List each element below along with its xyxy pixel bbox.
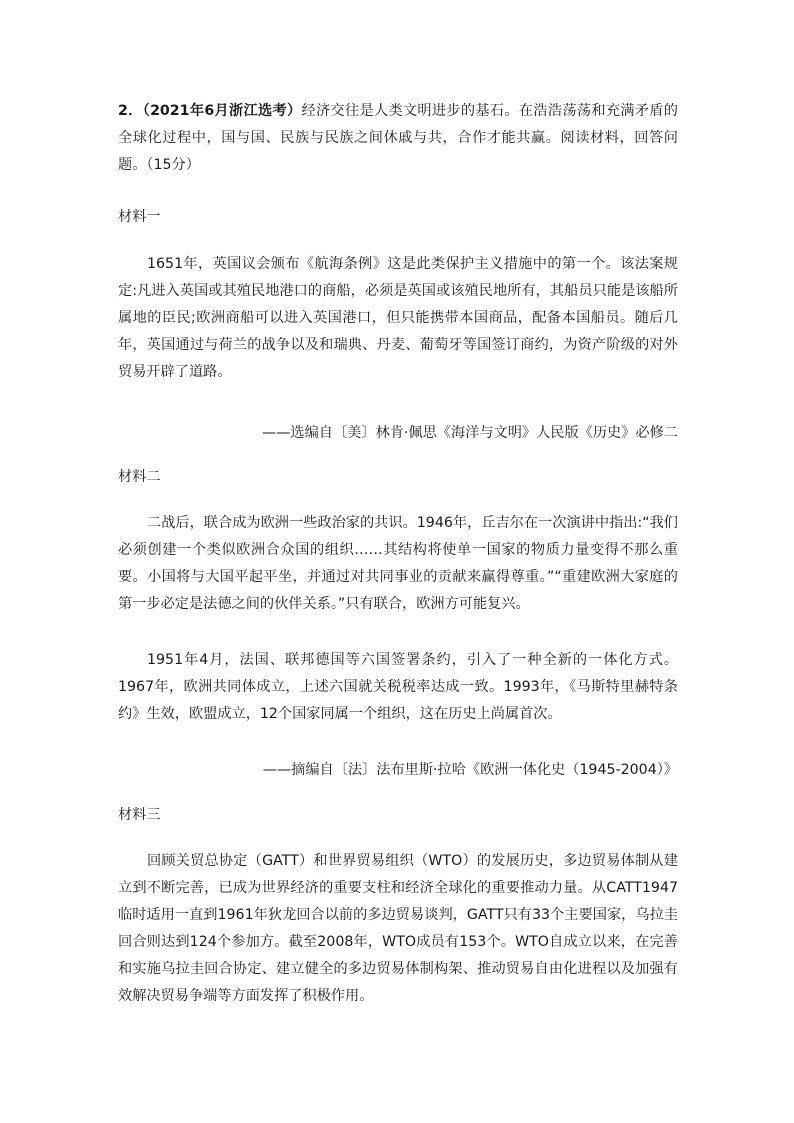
material-1-paragraph: 1651年，英国议会颁布《航海条例》这是此类保护主义措施中的第一个。该法案规定:凡进入英国或其殖民地港口的商船，必须是英国或该殖民地所有，其船员只能是该船所属地的臣民;欧洲商船可以进入英国港口，但只能携带本国商品，配备本国船员。随后几年，英国通过与荷兰的战争以及和瑞典、丹麦、葡萄牙等国签订商约，为资产阶级的对外贸易开辟了道路。 — [118, 256, 678, 380]
question-source: （2021年6月浙江选考） — [142, 103, 302, 119]
material-2-paragraph-2: 1951年4月，法国、联邦德国等六国签署条约，引入了一种全新的一体化方式。1967年，欧洲共同体成立，上述六国就关税税率达成一致。1993年，《马斯特里赫特条约》生效，欧盟成立，12个国家同属一个组织，这在历史上尚属首次。 — [118, 652, 678, 722]
question-number: 2． — [118, 103, 143, 119]
material-3-label: 材料三 — [118, 807, 161, 823]
material-1-label: 材料一 — [118, 209, 161, 225]
material-2-citation: ——摘编自〔法〕法布里斯·拉哈《欧洲一体化史（1945-2004）》 — [262, 762, 678, 778]
material-2-paragraph-1: 二战后，联合成为欧洲一些政治家的共识。1946年，丘吉尔在一次演讲中指出:“我们必须创建一个类似欧洲合众国的组织……其结构将使单一国家的物质力量变得不那么重要。小国将与大国平起平坐，并通过对共同事业的贡献来赢得尊重。”“重建欧洲大家庭的第一步必定是法德之间的伙伴关系。”只有联合，欧洲方可能复兴。 — [118, 515, 678, 612]
material-1-citation: ——选编自〔美〕林肯·佩思《海洋与文明》人民版《历史》必修二 — [262, 425, 678, 441]
question-stem — [118, 98, 678, 179]
question-prompt: 经济交往是人类文明进步的基石。在浩浩荡荡和充满矛盾的全球化过程中，国与国、民族与民族之间休戚与共，合作才能共赢。阅读材料，回答问题。（15分） — [118, 103, 678, 173]
material-3-paragraph: 回顾关贸总协定（GATT）和世界贸易组织（WTO）的发展历史，多边贸易体制从建立到不断完善，已成为世界经济的重要支柱和经济全球化的重要推动力量。从CATT1947临时适用一直到1961年狄龙回合以前的多边贸易谈判，GATT只有33个主要国家，乌拉圭回合则达到124个参加方。截至2008年，WTO成员有153个。WTO自成立以来，在完善和实施乌拉圭回合协定、建立健全的多边贸易体制构架、推动贸易自由化进程以及加强有效解决贸易争端等方面发挥了积极作用。 — [118, 853, 678, 1004]
material-2-label: 材料二 — [118, 469, 161, 485]
